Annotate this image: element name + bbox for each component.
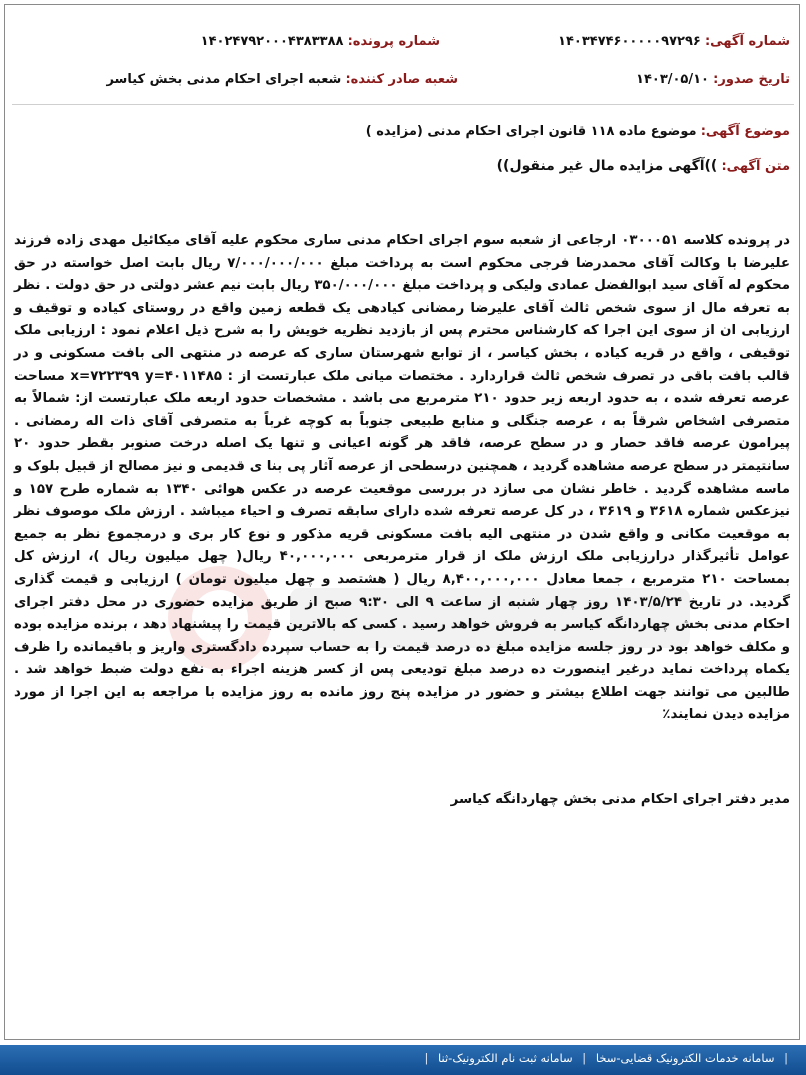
issuer-row bbox=[106, 72, 458, 87]
issue-date-label: تاریخ صدور: bbox=[713, 72, 790, 87]
notice-text-row bbox=[497, 158, 790, 174]
issuer-label: شعبه صادر کننده: bbox=[345, 72, 458, 87]
footer-separator: | bbox=[424, 1051, 429, 1065]
footer-bar bbox=[0, 1045, 806, 1075]
notice-text-label: متن آگهی: bbox=[721, 159, 790, 174]
header-divider bbox=[12, 104, 794, 105]
issue-date: ۱۴۰۳/۰۵/۱۰ bbox=[636, 72, 709, 87]
file-number-label: شماره پرونده: bbox=[347, 34, 440, 49]
subject-row bbox=[366, 124, 790, 139]
notice-number-row bbox=[558, 34, 790, 49]
signature: مدیر دفتر اجرای احکام مدنی بخش چهاردانگه کیاسر bbox=[450, 792, 790, 807]
subject-value: موضوع ماده ۱۱۸ قانون اجرای احکام مدنی (مزایده ) bbox=[365, 124, 697, 139]
notice-body: در پرونده کلاسه ۰۳۰۰۰۵۱ ارجاعی از شعبه سوم اجرای احکام مدنی ساری محکوم علیه آقای میکائیل مهدی زاده فرزند علیرضا با وکالت آقای محمدرضا فرجی محکوم است به پرداخت مبلغ ۷/۰۰۰/۰۰۰/۰۰۰ ریال بابت اصل خواسته در حق محکوم له آقای سید ابوالفضل عمادی ولیکی و پرداخت مبلغ ۳۵۰/۰۰۰/۰۰۰ ریال بابت نیم عشر دولتی در حق دولت . نظر به تعرفه مال از سوی شخص ثالث آقای علیرضا رمضانی کیادهی یک قطعه زمین واقع در روستای کیاده و توقیف و ارزیابی ان از سوی این اجرا که کارشناس محترم پس از بازدید نظریه خویش را به شرح ذیل اعلام نمود : ارزیابی ملک توقیفی ، واقع در قریه کیاده ، بخش کیاسر ، از توابع شهرستان ساری که عرصه در منتهی الی بافت مسکونی و در قالب بافت باقی در تصرف شخص ثالث قراردارد . مختصات میانی ملک عبارتست از : x=۷۲۲۳۹۹ y=۴۰۱۱۴۸۵ مساحت عرصه تعرفه شده ، به حدود اربعه زیر حدود ۲۱۰ مترمربع می باشد . مشخصات حدود اربعه ملک عبارتست از: شمالاً به متصرفی اشخاص شرقاً به ، عرصه جنگلی و منابع طبیعی جنوباً به کوچه غرباً به متصرفی آقای ذات اله رمضانی . پیرامون عرصه فاقد حصار و در سطح عرصه، فاقد هر گونه اعیانی و تنها یک اصله درخت صنوبر بقطر حدود ۲۰ سانتیمتر در سطح عرصه مشاهده گردید ، همچنین درسطحی از عرصه آثار پی بنا ی قدیمی و نیز مصالح از قبیل بلوک و ماسه مشاهده گردید . خاطر نشان می سازد در بررسی موقعیت عرصه در عکس هوائی ۱۳۴۰ به شماره طرح ۱۵۷ و نیزعکس شماره ۳۶۱۸ و ۳۶۱۹ ، در کل عرصه تعرفه شده دارای سابقه تصرف و احیاء میباشد . ارزش ملک موصوف نظر به موقعیت مکانی و واقع شدن در منتهی الیه بافت مسکونی قریه مذکور و نوع کار بری و درمجموع نظر به جمیع عوامل تأثیرگذار درارزیابی ملک ارزش ملک از قرار مترمربعی ۴۰,۰۰۰,۰۰۰ ریال( چهل میلیون ریال )، ارزش کل بمساحت ۲۱۰ مترمربع ، جمعا معادل ۸,۴۰۰,۰۰۰,۰۰۰ ریال ( هشتصد و چهل میلیون تومان ) ارزیابی و قیمت گذاری گردید. در تاریخ ۱۴۰۳/۵/۲۴ روز چهار شنبه از ساعت ۹ الی ۹:۳۰ صبح از طریق مزایده حضوری در محل دفتر اجرای احکام مدنی بخش چهاردانگه کیاسر به فروش خواهد رسید . کسی که بالاترین قیمت را پیشنهاد دهد ، برنده مزایده بوده و مکلف خواهد بود در روز جلسه مزایده مبلغ ده درصد قیمت را به حساب سپرده دادگستری واریز و باقیمانده را ظرف یکماه پرداخت نماید درغیر اینصورت ده درصد مبلغ تودیعی پس از کسر هزینه اجراء به نفع دولت ضبط خواهد شد . طالبین می توانند جهت اطلاع بیشتر و حضور در مزایده پنج روز مانده به روز مزایده با مراجعه به این اجرا از مورد مزایده دیدن نمایند٪ bbox=[14, 233, 790, 723]
footer-separator: | bbox=[784, 1051, 788, 1065]
issuer: شعبه اجرای احکام مدنی بخش کیاسر bbox=[106, 72, 342, 87]
footer-separator: | bbox=[582, 1051, 587, 1065]
issue-date-row bbox=[636, 72, 790, 87]
subject-label: موضوع آگهی: bbox=[700, 124, 790, 139]
notice-number: ۱۴۰۳۴۷۴۶۰۰۰۰۰۹۷۲۹۶ bbox=[558, 34, 701, 49]
file-number-row bbox=[201, 34, 440, 49]
footer-link-sakha[interactable]: سامانه خدمات الکترونیک قضایی-سخا bbox=[595, 1051, 775, 1065]
notice-text-value: ))آگهی مزایده مال غیر منقول)) bbox=[496, 158, 718, 174]
footer-link-sana[interactable]: سامانه ثبت نام الکترونیک-ثنا bbox=[438, 1051, 573, 1065]
notice-number-label: شماره آگهی: bbox=[704, 34, 790, 49]
file-number: ۱۴۰۲۴۷۹۲۰۰۰۴۳۸۳۳۸۸ bbox=[200, 34, 344, 49]
